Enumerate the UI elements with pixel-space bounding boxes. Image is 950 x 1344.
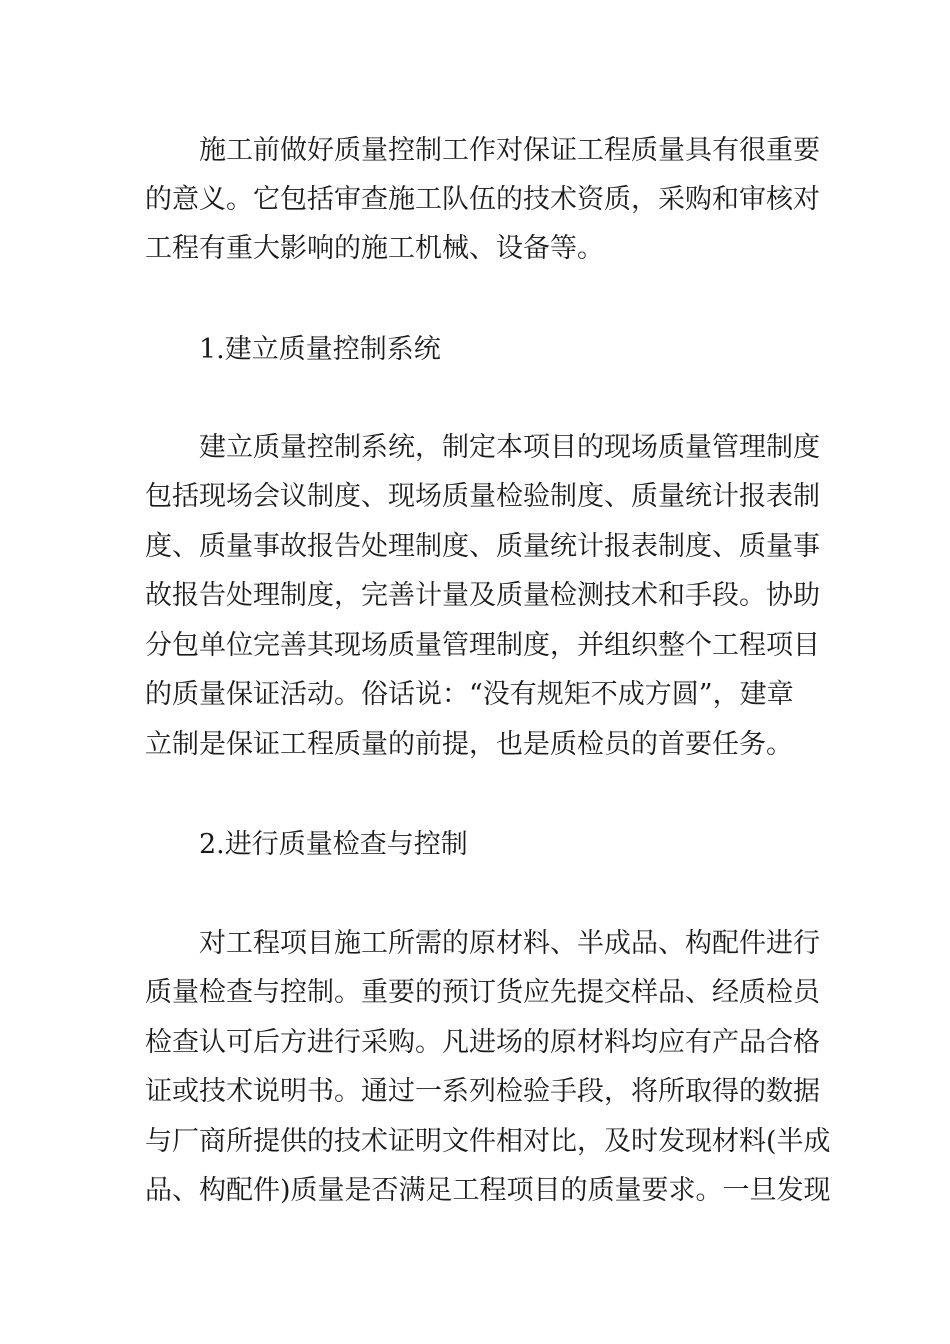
paragraph-1-line-1: 施工前做好质量控制工作对保证工程质量具有很重要 [199, 135, 820, 166]
paragraph-3-line-5: 与厂商所提供的技术证明文件相对比，及时发现材料(半成 [145, 1126, 831, 1157]
paragraph-3-line-4: 证或技术说明书。通过一系列检验手段，将所取得的数据 [145, 1076, 820, 1107]
section-heading-2: 2.进行质量检查与控制 [199, 829, 468, 860]
paragraph-2-line-7: 立制是保证工程质量的前提，也是质检员的首要任务。 [145, 729, 793, 760]
section-heading-1: 1.建立质量控制系统 [199, 334, 441, 365]
paragraph-3-line-6: 品、构配件)质量是否满足工程项目的质量要求。一旦发现 [145, 1175, 831, 1206]
paragraph-1-line-2: 的意义。它包括审查施工队伍的技术资质，采购和审核对 [145, 184, 820, 215]
paragraph-3-line-2: 质量检查与控制。重要的预订货应先提交样品、经质检员 [145, 977, 820, 1008]
paragraph-3-line-3: 检查认可后方进行采购。凡进场的原材料均应有产品合格 [145, 1027, 820, 1058]
paragraph-2-line-6: 的质量保证活动。俗话说：“没有规矩不成方圆”，建章 [145, 679, 794, 710]
paragraph-2-line-2: 包括现场会议制度、现场质量检验制度、质量统计报表制 [145, 481, 820, 512]
paragraph-2-line-5: 分包单位完善其现场质量管理制度，并组织整个工程项目 [145, 630, 820, 661]
paragraph-3-line-1: 对工程项目施工所需的原材料、半成品、构配件进行 [199, 928, 820, 959]
paragraph-2-line-4: 故报告处理制度，完善计量及质量检测技术和手段。协助 [145, 580, 820, 611]
paragraph-1-line-3: 工程有重大影响的施工机械、设备等。 [145, 233, 604, 264]
paragraph-2-line-3: 度、质量事故报告处理制度、质量统计报表制度、质量事 [145, 531, 820, 562]
paragraph-2-line-1: 建立质量控制系统，制定本项目的现场质量管理制度 [199, 432, 820, 463]
